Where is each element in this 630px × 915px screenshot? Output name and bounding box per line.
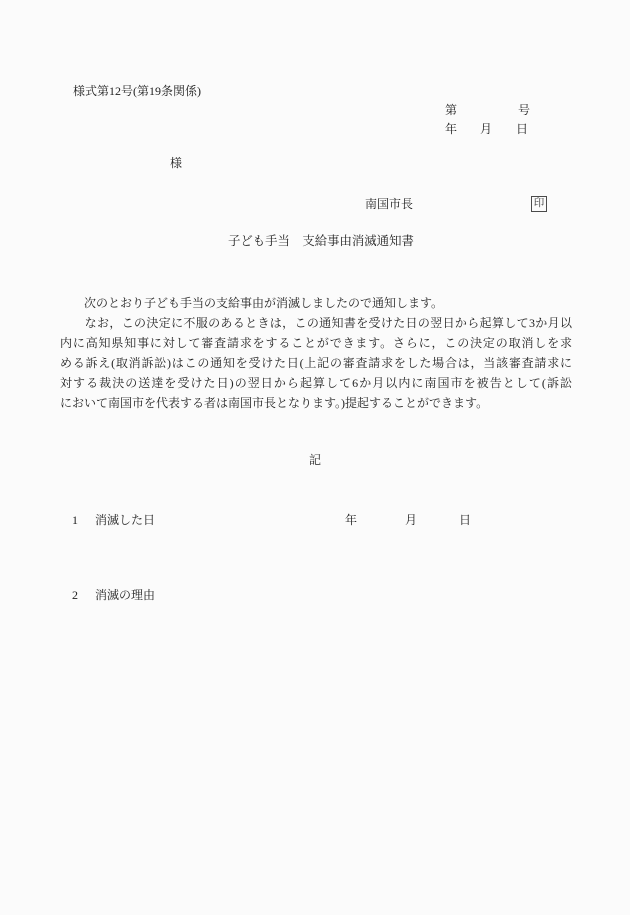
date-month-label: 月: [480, 122, 493, 136]
document-title: 子ども手当 支給事由消滅通知書: [228, 234, 414, 248]
date-day-label: 日: [516, 122, 529, 136]
item-label: 消滅の理由: [95, 588, 156, 602]
body-line: なお，この決定に不服のあるときは，この通知書を受けた日の翌日から起算して3か月以: [60, 316, 572, 330]
item-date-month-label: 月: [405, 513, 418, 527]
doc-number-suffix: 号: [518, 103, 531, 117]
addressee-honorific: 様: [170, 156, 183, 170]
record-marker: 記: [309, 453, 322, 467]
form-number: 様式第12号(第19条関係): [73, 84, 201, 98]
item-date-day-label: 日: [459, 513, 472, 527]
item-number: 2: [72, 588, 78, 602]
item-label: 消滅した日: [95, 513, 156, 527]
item-date-year-label: 年: [345, 513, 358, 527]
date-year-label: 年: [445, 122, 458, 136]
sender-title: 南国市長: [365, 197, 414, 211]
doc-number-prefix: 第: [445, 103, 458, 117]
seal-stamp: 印: [531, 196, 547, 212]
body-line: める訴え(取消訴訟)はこの通知を受けた日(上記の審査請求をした場合は，当該審査請求に: [60, 356, 572, 370]
body-line: 対する裁決の送達を受けた日)の翌日から起算して6か月以内に南国市を被告として(訴訟: [60, 376, 572, 390]
body-line: 次のとおり子ども手当の支給事由が消滅しましたので通知します。: [60, 296, 444, 310]
item-number: 1: [72, 513, 78, 527]
body-text: [60, 293, 572, 413]
body-line: 内に高知県知事に対して審査請求をすることができます。さらに，この決定の取消しを求: [60, 336, 572, 350]
body-line: において南国市を代表する者は南国市長となります。)提起することができます。: [60, 396, 489, 410]
